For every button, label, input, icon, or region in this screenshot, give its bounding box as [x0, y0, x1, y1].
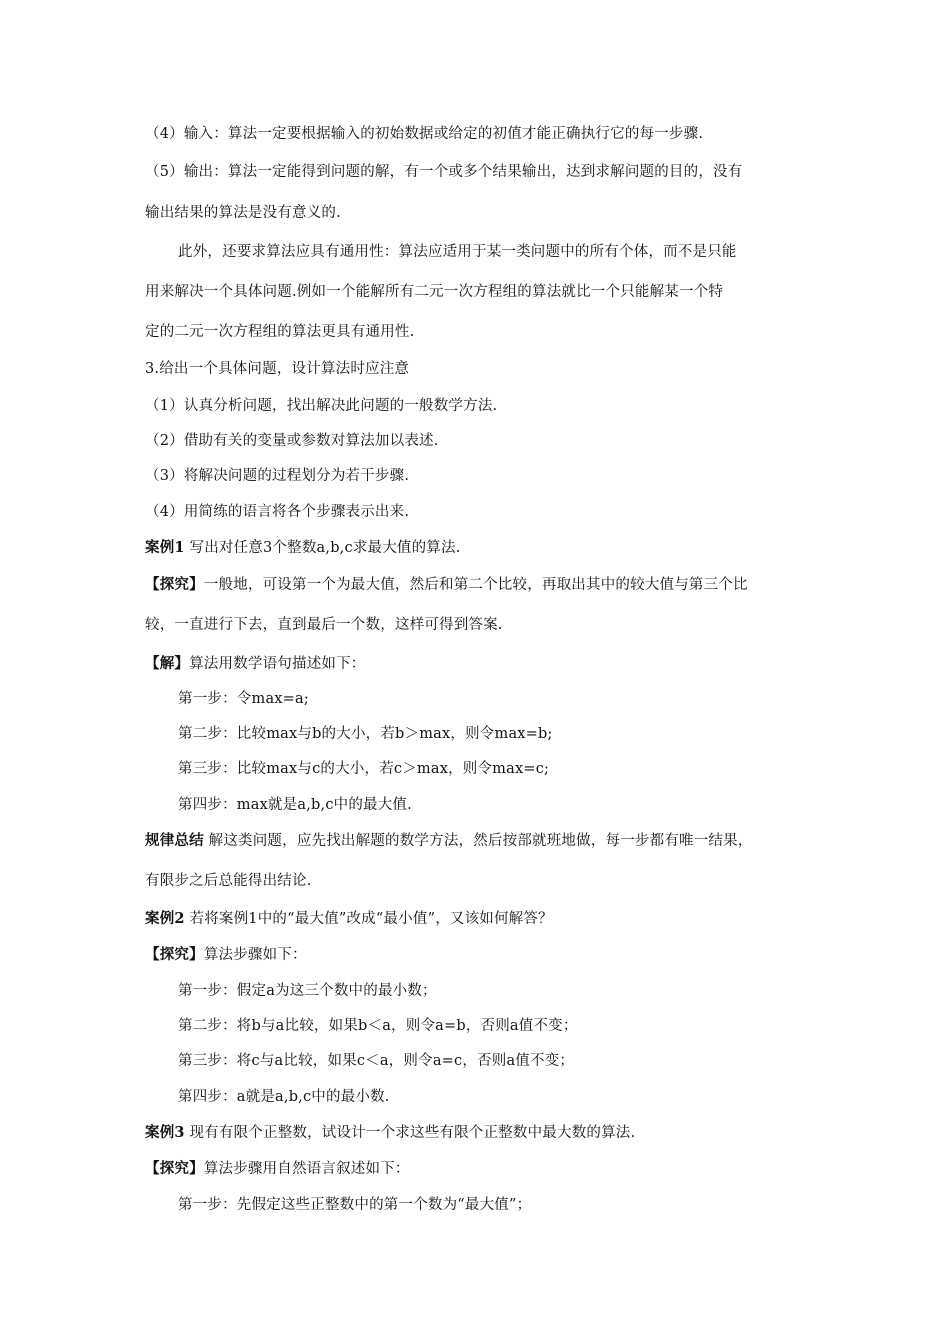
explore-label: 【探究】	[145, 946, 204, 963]
case-1-step-3	[178, 759, 848, 779]
line-text: 解这类问题，应先找出解题的数学方法，然后按部就班地做，每一步都有唯一结果，	[203, 833, 753, 849]
line-text: 有限步之后总能得出结论.	[145, 873, 312, 889]
explore-label: 【探究】	[145, 576, 204, 593]
rule-summary	[145, 831, 815, 851]
line-text: 算法步骤用自然语言叙述如下：	[203, 1161, 410, 1177]
text-line-input	[145, 124, 815, 144]
case-1-title	[145, 538, 815, 558]
line-text: 算法步骤如下：	[203, 947, 307, 963]
line-text: 输出结果的算法是没有意义的.	[145, 205, 341, 221]
summary-label: 规律总结	[145, 832, 204, 849]
case-2-title	[145, 909, 815, 929]
case-1-explore-cont	[145, 615, 815, 635]
line-text: （1）认真分析问题，找出解决此问题的一般数学方法.	[145, 398, 498, 414]
solution-label: 【解】	[145, 655, 190, 672]
list-item-2	[145, 431, 815, 451]
case-2-step-2	[178, 1016, 848, 1036]
case-1-step-2	[178, 724, 848, 744]
case-3-title	[145, 1123, 815, 1143]
case-1-explore	[145, 575, 815, 595]
line-text: （3）将解决问题的过程划分为若干步骤.	[145, 468, 410, 484]
case-2-explore	[145, 945, 815, 965]
text-line-output-cont	[145, 203, 815, 223]
section-heading-3	[145, 359, 815, 379]
line-text: 此外，还要求算法应具有通用性：算法应适用于某一类问题中的所有个体，而不是只能	[178, 244, 737, 260]
line-text: 第一步：先假定这些正整数中的第一个数为“最大值”；	[178, 1197, 532, 1213]
line-text: 第二步：将b与a比较，如果b＜a，则令a=b，否则a值不变；	[178, 1018, 578, 1034]
line-text: 第一步：令max=a;	[178, 691, 309, 707]
line-text: 现有有限个正整数，试设计一个求这些有限个正整数中最大数的算法.	[184, 1125, 636, 1141]
case-3-explore	[145, 1159, 815, 1179]
case-2-step-3	[178, 1051, 848, 1071]
line-text: 第二步：比较max与b的大小，若b＞max，则令max=b;	[178, 726, 553, 742]
line-text: （2）借助有关的变量或参数对算法加以表述.	[145, 433, 439, 449]
list-item-1	[145, 396, 815, 416]
list-item-4	[145, 502, 815, 522]
list-item-3	[145, 466, 815, 486]
case-1-step-1	[178, 689, 848, 709]
case-2-step-4	[178, 1087, 848, 1107]
line-text: 第三步：将c与a比较，如果c＜a，则令a=c，否则a值不变；	[178, 1053, 575, 1069]
line-text: 第四步：a就是a,b,c中的最小数.	[178, 1089, 390, 1105]
case-label: 案例2	[145, 910, 185, 927]
line-text: 3.给出一个具体问题，设计算法时应注意	[145, 361, 410, 377]
rule-summary-cont	[145, 871, 815, 891]
line-text: （5）输出：算法一定能得到问题的解，有一个或多个结果输出，达到求解问题的目的，没有	[145, 164, 743, 180]
line-text: 写出对任意3个整数a,b,c求最大值的算法.	[184, 540, 461, 556]
case-label: 案例1	[145, 539, 185, 556]
line-text: 定的二元一次方程组的算法更具有通用性.	[145, 324, 415, 340]
case-2-step-1	[178, 981, 848, 1001]
case-1-solution	[145, 654, 815, 674]
line-text: 第三步：比较max与c的大小，若c＞max，则令max=c;	[178, 761, 550, 777]
line-text: 若将案例1中的“最大值”改成“最小值”，又该如何解答？	[184, 911, 553, 927]
case-3-step-1	[178, 1195, 848, 1215]
line-text: 一般地，可设第一个为最大值，然后和第二个比较，再取出其中的较大值与第三个比	[203, 577, 748, 593]
text-line-generality	[178, 242, 848, 262]
line-text: （4）用简练的语言将各个步骤表示出来.	[145, 504, 410, 520]
text-line-generality-cont1	[145, 282, 815, 302]
line-text: 第一步：假定a为这三个数中的最小数；	[178, 983, 437, 999]
explore-label: 【探究】	[145, 1160, 204, 1177]
line-text: 用来解决一个具体问题.例如一个能解所有二元一次方程组的算法就比一个只能解某一个特	[145, 284, 724, 300]
case-1-step-4	[178, 795, 848, 815]
line-text: 较，一直进行下去，直到最后一个数，这样可得到答案.	[145, 617, 503, 633]
line-text: （4）输入：算法一定要根据输入的初始数据或给定的初值才能正确执行它的每一步骤.	[145, 126, 704, 142]
text-line-generality-cont2	[145, 322, 815, 342]
line-text: 第四步：max就是a,b,c中的最大值.	[178, 797, 412, 813]
case-label: 案例3	[145, 1124, 185, 1141]
line-text: 算法用数学语句描述如下：	[189, 656, 366, 672]
text-line-output	[145, 162, 815, 182]
